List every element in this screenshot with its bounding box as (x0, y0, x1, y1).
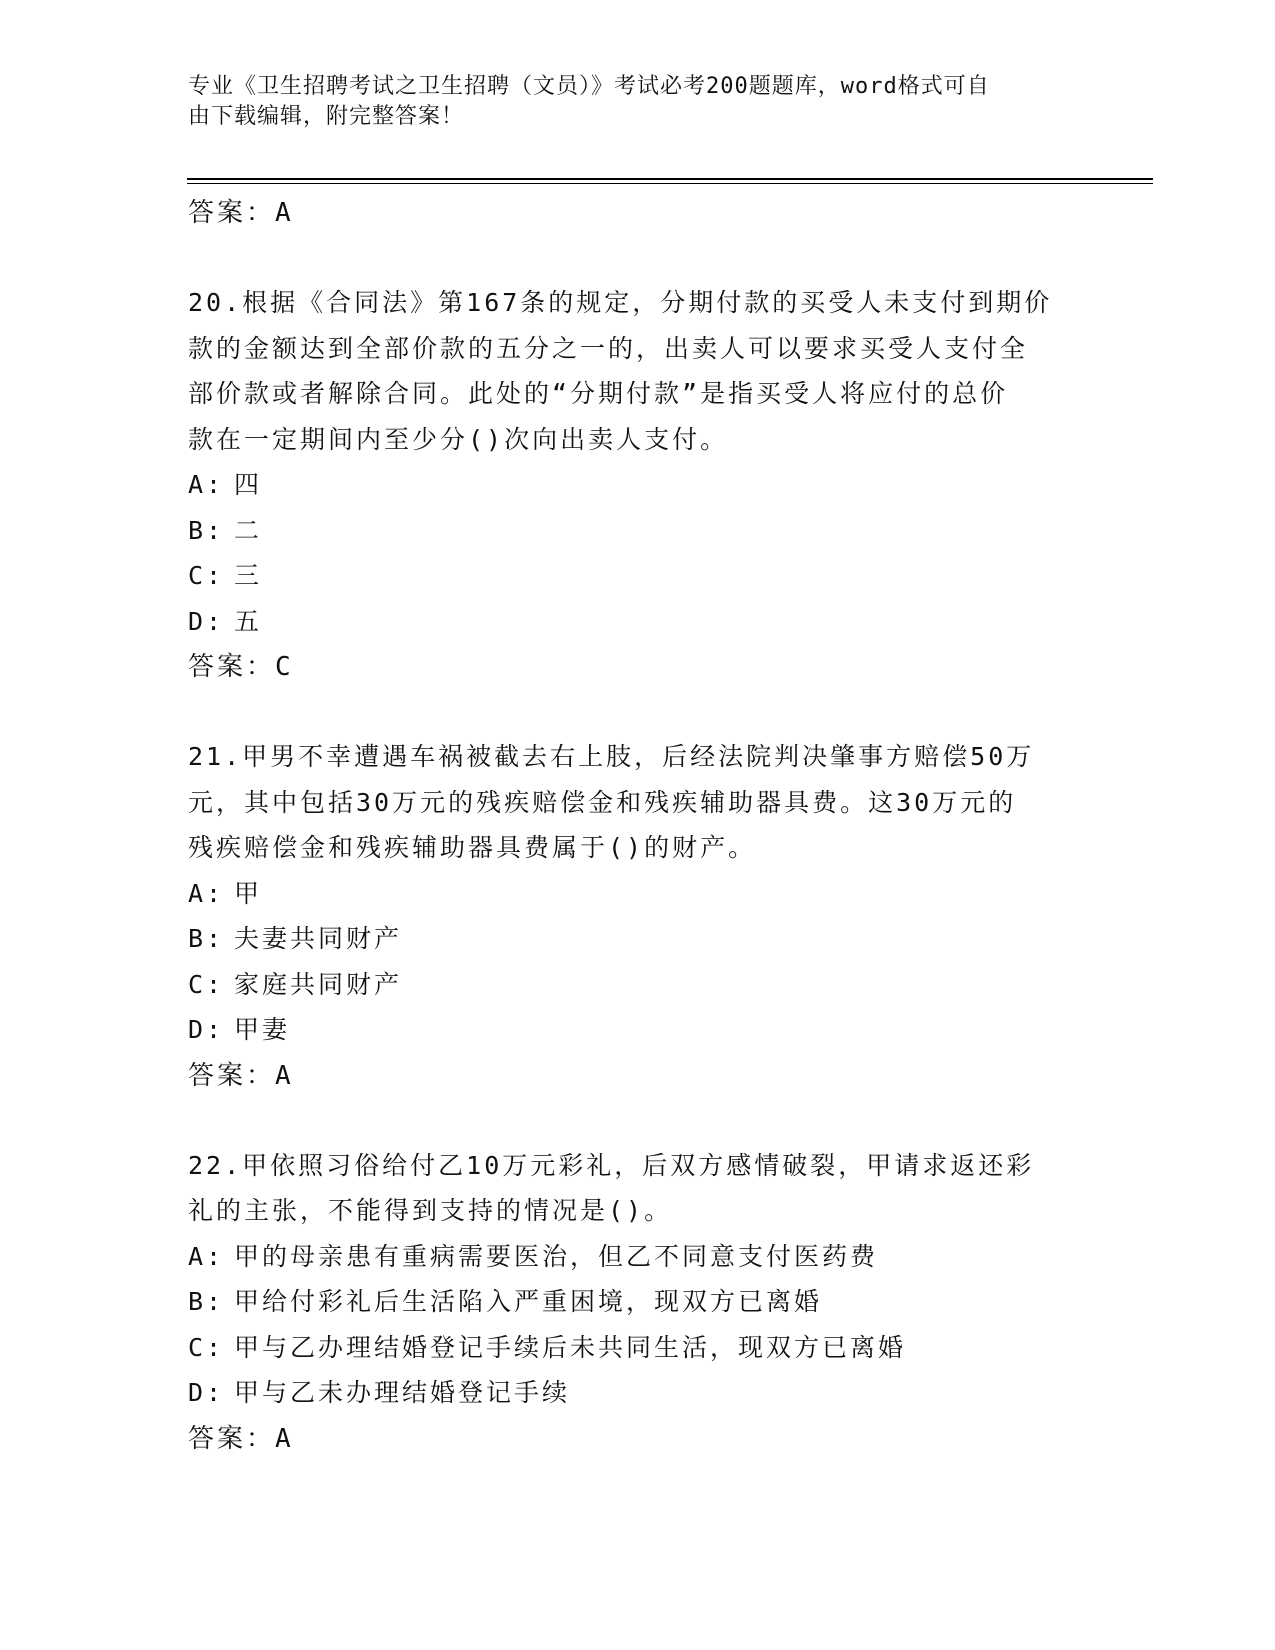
option-b (188, 916, 1088, 962)
option-letter: D: (188, 1015, 225, 1044)
spacer (188, 236, 1088, 280)
option-text: 甲 (234, 878, 263, 908)
question-text-line: 20.根据《合同法》第167条的规定，分期付款的买受人未支付到期价 (188, 288, 1053, 317)
header-rule-thin (187, 183, 1153, 184)
spacer (188, 1099, 1088, 1143)
option-d (188, 1007, 1088, 1053)
answer-line: 答案：A (188, 1423, 294, 1454)
question-block (188, 280, 1088, 690)
option-letter: D: (188, 606, 225, 636)
option-a (188, 462, 1088, 508)
answer-line: 答案：C (188, 652, 294, 682)
option-letter: B: (188, 924, 225, 953)
question-block (188, 1143, 1088, 1462)
spacer (188, 690, 1088, 734)
option-letter: A: (188, 878, 225, 908)
question-text-line: 残疾赔偿金和残疾辅助器具费属于()的财产。 (188, 833, 757, 862)
question-text-line: 部价款或者解除合同。此处的“分期付款”是指买受人将应付的总价 (188, 379, 1009, 408)
option-c (188, 962, 1088, 1008)
document-body (188, 190, 1088, 1462)
option-text: 四 (234, 470, 263, 499)
option-text: 甲给付彩礼后生活陷入严重困境，现双方已离婚 (234, 1287, 823, 1316)
question-text-line: 元，其中包括30万元的残疾赔偿金和残疾辅助器具费。这30万元的 (188, 787, 1017, 817)
question-text-line: 21.甲男不幸遭遇车祸被截去右上肢，后经法院判决肇事方赔偿50万 (188, 742, 1035, 771)
option-text: 夫妻共同财产 (234, 924, 403, 953)
option-b (188, 1279, 1088, 1325)
option-letter: C: (188, 969, 225, 999)
option-letter: A: (188, 1241, 225, 1271)
option-d (188, 1370, 1088, 1416)
option-letter: C: (188, 561, 225, 590)
option-d (188, 599, 1088, 645)
answer-line: 答案：A (188, 1060, 294, 1091)
question-text-line: 22.甲依照习俗给付乙10万元彩礼，后双方感情破裂，甲请求返还彩 (188, 1150, 1035, 1180)
option-text: 甲与乙未办理结婚登记手续 (234, 1378, 571, 1407)
option-letter: D: (188, 1378, 225, 1407)
answer-line: 答案：A (188, 198, 294, 228)
option-text: 三 (234, 561, 263, 590)
option-text: 家庭共同财产 (234, 969, 403, 999)
option-text: 甲与乙办理结婚登记手续后未共同生活，现双方已离婚 (234, 1332, 907, 1362)
header-line-1: 专业《卫生招聘考试之卫生招聘（文员）》考试必考200题题库，word格式可自 (188, 74, 990, 99)
header-rule-thick (187, 178, 1153, 180)
question-text-line: 礼的主张，不能得到支持的情况是()。 (188, 1196, 673, 1225)
option-letter: B: (188, 1287, 225, 1316)
page-header (188, 72, 1068, 132)
question-text-line: 款的金额达到全部价款的五分之一的，出卖人可以要求买受人支付全 (188, 333, 1029, 363)
option-letter: B: (188, 515, 225, 545)
option-c (188, 553, 1088, 599)
header-line-2: 由下载编辑，附完整答案！ (188, 104, 465, 129)
option-text: 二 (234, 515, 263, 545)
option-letter: C: (188, 1332, 225, 1362)
option-text: 五 (234, 606, 263, 636)
option-a (188, 871, 1088, 917)
option-text: 甲妻 (234, 1015, 291, 1044)
option-text: 甲的母亲患有重病需要医治，但乙不同意支付医药费 (234, 1241, 879, 1271)
option-letter: A: (188, 470, 225, 499)
question-block (188, 734, 1088, 1099)
question-text-line: 款在一定期间内至少分()次向出卖人支付。 (188, 424, 729, 454)
option-c (188, 1325, 1088, 1371)
option-a (188, 1234, 1088, 1280)
option-b (188, 508, 1088, 554)
